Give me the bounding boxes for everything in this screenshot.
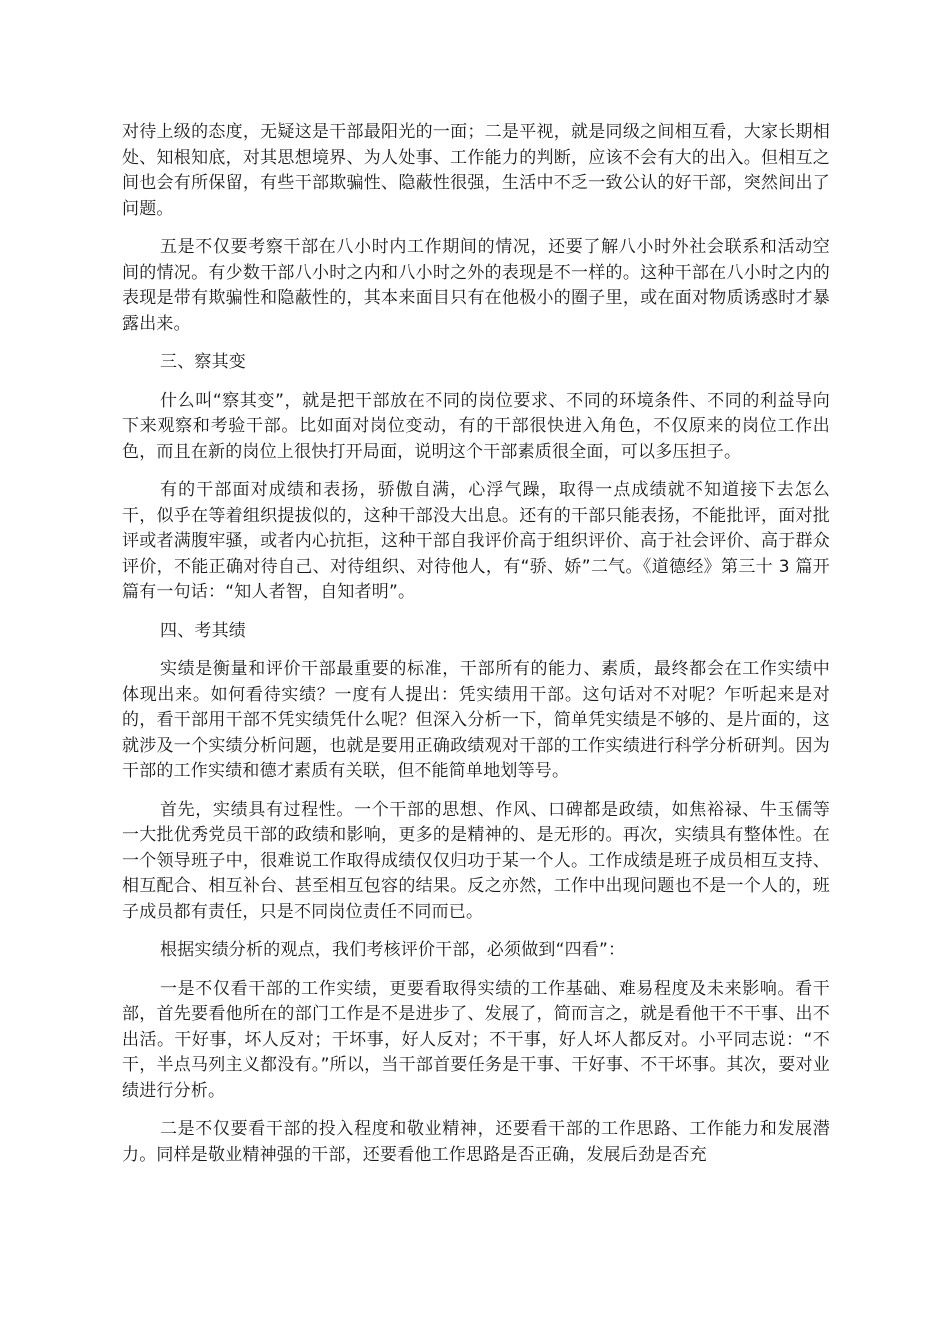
paragraph-2: 五是不仅要考察干部在八小时内工作期间的情况，还要了解八小时外社会联系和活动空间的情况。有少数干部八小时之内和八小时之外的表现是不一样的。这种干部在八小时之内的表现是带有欺骗性和隐蔽性的，其本来面目只有在他极小的圈子里，或在面对物质诱惑时才暴露出来。 <box>122 237 830 334</box>
paragraph-1: 对待上级的态度，无疑这是干部最阳光的一面；二是平视，就是同级之间相互看，大家长期相处、知根知底，对其思想境界、为人处事、工作能力的判断，应该不会有大的出入。但相互之间也会有所保留，有些干部欺骗性、隐蔽性很强，生活中不乏一致公认的好干部，突然间出了问题。 <box>122 122 830 219</box>
paragraph-8: 首先，实绩具有过程性。一个干部的思想、作风、口碑都是政绩，如焦裕禄、牛玉儒等一大批优秀党员干部的政绩和影响，更多的是精神的、是无形的。再次，实绩具有整体性。在一个领导班子中，很难说工作取得成绩仅仅归功于某一个人。工作成绩是班子成员相互支持、相互配合、相互补台、甚至相互包容的结果。反之亦然，工作中出现问题也不是一个人的，班子成员都有责任，只是不同岗位责任不同而已。 <box>122 799 830 922</box>
section-heading-3: 三、察其变 <box>160 352 246 372</box>
section-heading-4: 四、考其绩 <box>160 620 246 641</box>
document-page <box>122 120 830 1181</box>
paragraph-7: 实绩是衡量和评价干部最重要的标准，干部所有的能力、素质，最终都会在工作实绩中体现出来。如何看待实绩？一度有人提出：凭实绩用干部。这句话对不对呢？乍听起来是对的，看干部用干部不凭实绩凭什么呢？但深入分析一下，简单凭实绩是不够的、是片面的，这就涉及一个实绩分析问题，也就是要用正确政绩观对干部的工作实绩进行科学分析研判。因为干部的工作实绩和德才素质有关联，但不能简单地划等号。 <box>122 659 830 781</box>
paragraph-5: 有的干部面对成绩和表扬，骄傲自满，心浮气躁，取得一点成绩就不知道接下去怎么干，似乎在等着组织提拔似的，这种干部没大出息。还有的干部只能表扬，不能批评，面对批评或者满腹牢骚，或者内心抗拒，这种干部自我评价高于组织评价、高于社会评价、高于群众评价，不能正确对待自己、对待组织、对待他人，有“骄、娇”二气。《道德经》第三十 3 篇开篇有一句话：“知人者智，自知者明”。 <box>122 480 830 602</box>
paragraph-9: 根据实绩分析的观点，我们考核评价干部，必须做到“四看”： <box>160 940 626 960</box>
paragraph-11: 二是不仅要看干部的投入程度和敬业精神，还要看干部的工作思路、工作能力和发展潜力。同样是敬业精神强的干部，还要看他工作思路是否正确，发展后劲是否充 <box>122 1119 830 1165</box>
paragraph-4: 什么叫“察其变”，就是把干部放在不同的岗位要求、不同的环境条件、不同的利益导向下来观察和考验干部。比如面对岗位变动，有的干部很快进入角色，不仅原来的岗位工作出色，而且在新的岗位上很快打开局面，说明这个干部素质很全面，可以多压担子。 <box>122 390 830 462</box>
paragraph-10: 一是不仅看干部的工作实绩，更要看取得实绩的工作基础、难易程度及未来影响。看干部，首先要看他所在的部门工作是不是进步了、发展了，简而言之，就是看他干不干事、出不出活。干好事，坏人反对；干坏事，好人反对；不干事，好人坏人都反对。小平同志说：“不干，半点马列主义都没有。”所以，当干部首要任务是干事、干好事、不干坏事。其次，要对业绩进行分析。 <box>122 978 830 1101</box>
